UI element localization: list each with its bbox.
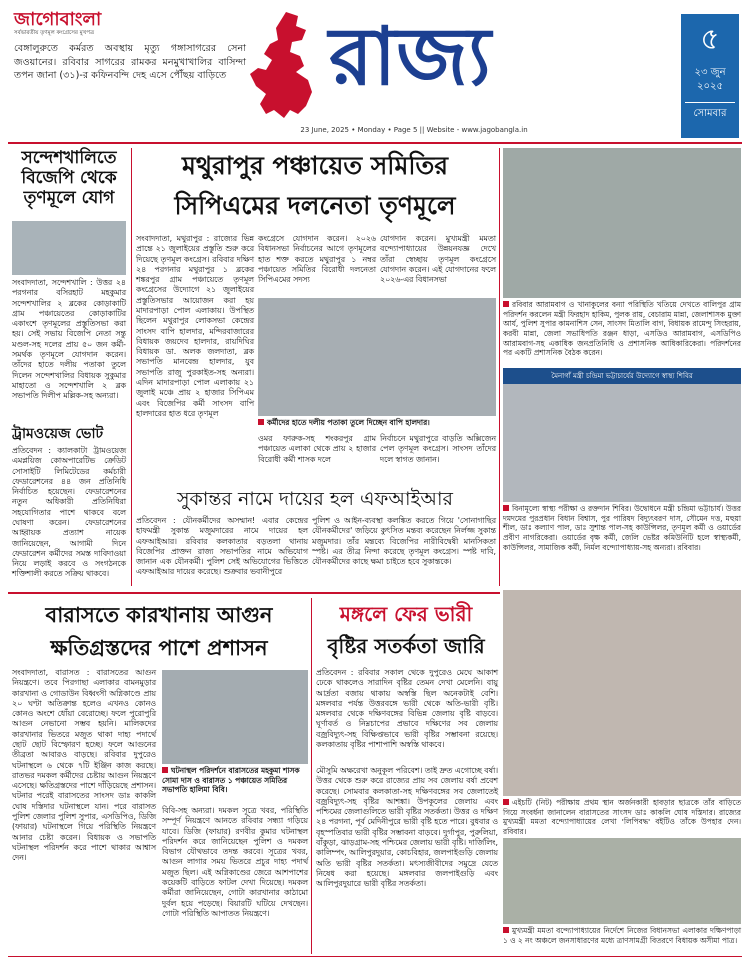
left-story-body: সংবাদদাতা, সন্দেশখালি : উত্তর ২৪ পরগনার বসিরহাট মহকুমার সন্দেশখালির ২ ব্লকের কোড়াকাটি গ্রাম পঞ্চায়েতের কোড়াকাটির একাংশে তৃণমূলের প্রস্তুতিসভা করা হয়। সেই সভায় বিজেপি নেতা সন্তু মণ্ডল-সহ দলের প্রায় ৫০ জন কর্মী-সমর্থক তৃণমূলে যোগদান করেন। তাঁদের হাতে দলীয় পতাকা তুলে দিলেন সন্দেশখালির বিধায়ক সুকুমার মাহাতো ও সন্দেশখালি ২ ব্লক সভাপতি দিলীপ মল্লিক-সহ অন্যরা। [12, 278, 126, 401]
photo-arambag-flood [503, 148, 741, 298]
barasat-headline-line1: বারাসতে কারখানায় আগুন [45, 602, 273, 627]
lead-headline [134, 146, 496, 230]
fir-col1: প্রতিবেদন : যৌনকর্মীদের অসম্মান! এবার কেন্দ্রের হাফমন্ত্রী সুকান্ত মজুমদারের নামে দায়ের হল এফআইআর। রবিবার কলকাতার বড়তলা থানায় বিজেপির প্রাক্তন রাজ্য সভাপতির নামে অভিযোগ জানান এক যৌনকর্মী। পুলিশ সেই অভিযোগের ভিত্তিতে এফআইআর দায়ের করেছে। শুক্রবার ভবানীপুরে [136, 516, 308, 577]
lead-headline-line2: সিপিএমের দলনেতা তৃণমূলে [174, 191, 456, 220]
right-caption-1: রবিবার আরামবাগ ও খানাকুলের বন্যা পরিস্থিতি খতিয়ে দেখতে বালিপুর গ্রাম পরিদর্শন করলেন মন্ত্রী ফিরহাদ হাকিম, পুলক রায়, বেচারাম মান্না, জেলাশাসক মুক্তা আর্য, পুলিশ সুপার কামনাশিস সেন, সাংসদ মিতালি বাগ, বিধায়ক রামেন্দু সিংহরায়, করবী মান্না, জেলা সভাধিপতি রঞ্জন ধাড়া, এসডিও আরামবাগ, এসডিপিও আরামবাগ-সহ একাধিক জনপ্রতিনিধি ও প্রশাসনিক আধিকারিকেরা। পরিদর্শনের পর একটি প্রশাসনিক বৈঠক করেন। [503, 300, 741, 358]
photo-barasat-fire [162, 670, 308, 764]
jagobangla-logo [14, 8, 224, 38]
mid-page-rule [8, 592, 500, 594]
lead-col2: কংগ্রেসে যোগদান করেন। ২০২৬ বিধানসভা নির্বাচনের আগে তৃণমূলের হাত শক্ত করতে মথুরাপুর ১ নম্বর পঞ্চায়েত সমিতির বিরোধী দলনেতা সিপিএমের সদস্য [258, 234, 376, 285]
rain-headline [314, 598, 498, 664]
photo-sandeshkhali [12, 221, 126, 275]
date-year: ২০২৫ [697, 81, 723, 92]
photo-relief-distribution [503, 838, 741, 924]
left-story-headline: সন্দেশখালিতে বিজেপি থেকে তৃণমূলে যোগ [21, 148, 117, 209]
page-bottom-rule [8, 956, 742, 957]
masthead-rule [8, 142, 742, 144]
left-column-rule [131, 148, 132, 586]
barasat-col2: বিবি-সহ অন্যরা। দমকল সূত্রে খবর, পরিস্থিতি সম্পূর্ণ নিয়ন্ত্রণে আনতে রবিবার সন্ধ্যা গড়িয়ে যাবে। ডিজি (ফায়ার) রণবীর কুমার ঘটনাস্থল পরিদর্শন করে জানিয়েছেন পুলিশ ও দমকল বিভাগ যৌথভাবে তদন্ত করবে। সূত্রের খবর, আগুন লাগার সময় ভিতরে প্রচুর দাহ্য পদার্থ মজুত ছিল। এই অগ্নিকাণ্ডের জেরে আশপাশের কয়েকটি বাড়িতে ফাটল দেখা দিয়েছে। দমকল কর্মীরা জানিয়েছেন, গোটা কারখানার কাঠামো দুর্বল হয়ে পড়েছে। বিয়ারটি ঘটিয়ে দেখছেন। গোটা পরিস্থিতি আপাতত নিয়ন্ত্রণে। [162, 806, 308, 918]
right-caption-2: বিনামূল্যে স্বাস্থ্য পরীক্ষা ও রক্তদান শিবির। উদ্বোধনে মন্ত্রী চন্দ্রিমা ভট্টাচার্য। উত্তর দমদমের পুরপ্রধান বিধান বিশ্বাস, পুর পারিষদ বিদ্যুৎবরণ দাস, সৌমেন দত্ত, মহুয়া শীল, ডাঃ কল্যাণ পাল, ডাঃ সুশান্ত পাল-সহ কাউন্সিলর, তৃণমূল কর্মী ও ওয়ার্ডের প্রবীণ নাগরিকেরা। ওয়ার্ডের বৃক্ষ কর্মী, জেলি ভেষ্টর কমিউনিটি হলে স্বাস্থ্যকর্মী, কাউন্সিলর, সামাজিক কর্মী, নির্মল বন্দ্যোপাধ্যায়-সহ অন্যরা। রবিবার। [503, 504, 741, 552]
lead-photo-caption: কর্মীদের হাতে দলীয় পতাকা তুলে দিচ্ছেন বাপি হালদার। [258, 418, 496, 430]
center-column-rule [499, 148, 500, 586]
right-caption-3: এইচটি (নিট) পরীক্ষায় প্রথম স্থান অর্জনকারী হাবড়ার ছাত্রকে তাঁর বাড়িতে গিয়ে সংবর্ধনা জানালেন বারাসতের সাংসদ ডাঃ কাকলি ঘোষ দস্তিদার। রাজ্যের মুখ্যমন্ত্রী মমতা বন্দ্যোপাধ্যায়ের লেখা 'লিপিবদ্ধ' বইটিও তাঁকে উপহার দেন। রবিবার। [503, 798, 741, 836]
fir-headline: সুকান্তর নামে দায়ের হল এফআইআর [177, 488, 453, 510]
barasat-rule [311, 598, 312, 954]
section-title: রাজ্য [329, 9, 491, 103]
logo-tagline: সর্বভারতীয় তৃণমূল কংগ্রেসের মুখপত্র [14, 29, 95, 36]
logo-text: জাগোবাংলা [14, 9, 102, 30]
page-number: ৫ [700, 22, 720, 57]
weekday: সোমবার [693, 108, 727, 119]
rain-headline-line1: মঙ্গলে ফের ভারী [339, 602, 473, 626]
barasat-headline-line2: ক্ষতিগ্রস্তদের পাশে প্রশাসন [50, 635, 268, 660]
barasat-col1: সংবাদদাতা, বারাসত : বারাসতের আগুন নিয়ন্ত্রণে। তবে পিরগাছা এলাকার বামনমুড়ার কারখানা ও গোডাউন বিধ্বংসী অগ্নিকাণ্ডে প্রায় ২০ ঘণ্টা অতিক্রান্ত হলেও এখনও কোনও কোনও অংশে ধোঁয়া বেরোচ্ছে। ফলে পুরোপুরি আগুন নেভানো সম্ভব হয়নি। মালিকদের কারখানার ভিতরে মজুত থাকা দাহ্য পদার্থে ছোট ছোট বিস্ফোরণ হচ্ছে। ফলে আগুনের তীব্রতা আবারও বাড়ছে। রবিবার দুপুরেও ঘটনাস্থলে ৬ থেকে ৭টি ইঞ্জিন কাজ করছে। রাতভর দমকল কর্মীদের চেষ্টায় আগুন নিয়ন্ত্রণে এসেছে। ক্ষতিগ্রস্তদের পাশে দাঁড়িয়েছে প্রশাসন। ঘটনার পরেই বারাসতের সাংসদ ডাঃ কাকলি ঘোষ দস্তিদার ঘটনাস্থলে যান। পরে বারাসত পুলিশ জেলার পুলিশ সুপার, এসডিপিও, ডিজি (ফায়ার) ঘটনাস্থলে গিয়ে পরিস্থিতি নিয়ন্ত্রণে আনার চেষ্টা করেন। বিধায়ক ও সভাপতি ঘটনাস্থল পরিদর্শন করে পাশে থাকার আশ্বাস দেন। [12, 668, 156, 863]
lead-col1: সংবাদদাতা, মথুরাপুর : রাজ্যের ভিন্ন প্রান্তে ২১ জুলাইয়ের প্রস্তুতি শুরু করে দিয়েছে তৃণমূল কংগ্রেস। রবিবার দক্ষিণ ২৪ পরগনার মথুরাপুর ১ ব্লকের শঙ্করপুর গ্রাম পঞ্চায়েতে তৃণমূল কংগ্রেসের উদ্যোগে ২১ জুলাইয়ের প্রস্তুতিসভার আয়োজন করা হয় মাদারপাড়া পোল এলাকায়। উপস্থিত ছিলেন মথুরাপুর লোকসভা কেন্দ্রের সাংসদ বাপি হালদার, মন্দিরবাজারের বিধায়ক জয়দেব হালদার, রায়দিঘির বিধায়ক ডা. অলক জলদাতা, ব্লক সভাপতি মানবেন্দ্র হালদার, যুব সভাপতি রাজু পুরকাইত-সহ অন্যরা। এদিন মাদারপাড়া পোল এলাকায় ২১ জুলাই মঞ্চে প্রায় ২ হাজার সিপিএম এবং বিজেপির কর্মী সাংসদ বাপি হালদারের হাত ধরে তৃণমূল [136, 234, 254, 418]
rain-headline-line2: বৃষ্টির সতর্কতা জারি [327, 634, 485, 658]
photo-health-camp [503, 368, 741, 502]
fir-col2: পুলিশ ও আইন-ব্যবস্থা কলঙ্কিত করতে গিয়ে 'সোনাগাছির যৌনকর্মীদের' জড়িয়ে কুৎসিত মন্তব্য করেছেন নির্লজ্জ সুকান্ত মজুমদার। তাঁর মন্তব্যে বিজেপির নারীবিদ্বেষী মানসিকতা স্পষ্ট। এর তীব্র নিন্দা করেছে তৃণমূল কংগ্রেস। স্পষ্ট দাবি, যৌনকর্মীদের কাছে ক্ষমা চাইতে হবে সুকান্তকে। [312, 516, 496, 567]
rain-body-1: প্রতিবেদন : রবিবার সকাল থেকে দুপুরেও মেঘে আকাশ ঢেকে থাকলেও সারাদিন বৃষ্টির তেমন দেখা মেলেনি। বায়ু আর্দ্রতা বজায় থাকায় অস্বস্তি ছিল অনেকটাই বেশি। মঙ্গলবার পর্যন্ত উত্তরবঙ্গে ভারী থেকে অতি-ভারী বৃষ্টি। মঙ্গলবার থেকে দক্ষিণবঙ্গের বিভিন্ন জেলায় বৃষ্টি বাড়বে। ঘূর্ণাবর্ত ও নিম্নচাপের প্রভাবে দক্ষিণের সব জেলায় বজ্রবিদ্যুৎ-সহ বিক্ষিপ্তভাবে ভারী বৃষ্টির সম্ভাবনা রয়েছে। কলকাতায় বৃষ্টির পাশাপাশি অস্বস্তি থাকবে। [316, 668, 498, 749]
dateline: 23 June, 2025 • Monday • Page 5 || Website - www.jagobangla.in [300, 126, 528, 134]
lead-col3: যোগদান করেন। মুখ্যমন্ত্রী মমতা বন্দ্যোপাধ্যায়ের উন্নয়নযজ্ঞ দেখে তাঁরা স্বেচ্ছায় তৃণমূল কংগ্রেসে যোগদান করেন। এই যোগদানের ফলে ২০২৬-এর বিধানসভা [380, 234, 496, 285]
masthead [0, 0, 750, 142]
left-story-tramways [12, 424, 126, 579]
tramways-body: প্রতিবেদন : ক্যালকাটা ট্রামওয়েজ এমপ্লয়িজ কোঅপারেটিভ ক্রেডিট সোসাইটি লিমিটেডের কর্মচারী ফেডারেশনের ৪৪ জন প্রতিনিধি নির্বাচিত হয়েছেন। ফেডারেশনের নতুন অধিকারী প্রতিনিধিরা সহযোগিতার পাশে থাকবে বলে ঘোষণা করেন। ফেডারেশনের আহ্বায়ক প্রত্যাশ নায়েক জানিয়েছেন, আগামী দিনে ফেডারেশন কর্মীদের সমস্ত দাবিদাওয়া নিয়ে লড়াই করবে ও সংগঠনকে শক্তিশালী করতে সক্রিয় থাকবে। [12, 446, 126, 579]
date-box [681, 14, 739, 138]
right-caption-4: মুখ্যমন্ত্রী মমতা বন্দ্যোপাধ্যায়ের নির্দেশে নিজের বিধানসভা এলাকার দক্ষিণপাড়া ১ ও ২ নং অঞ্চলে জনসাধারণের মধ্যে ত্রাণসামগ্রী বিতরণে বিধায়ক অসীমা পাত্র। [503, 926, 741, 945]
lead-headline-line1: মথুরাপুর পঞ্চায়েত সমিতির [181, 151, 448, 180]
barasat-photo-caption: ঘটনাস্থল পরিদর্শনে বারাসতের মহকুমা শাসক সোমা দাস ও বারাসত ১ পঞ্চায়েত সমিতির সভাপতি হালিমা বিবি। [162, 766, 300, 795]
date-day: ২৩ জুন [694, 67, 726, 78]
health-camp-banner: মৈনাগাঁ মন্ত্রী চন্দ্রিমা ভট্টাচার্যের উদ্যোগে স্বাস্থ্য শিবির [503, 368, 741, 384]
barasat-headline [10, 598, 308, 664]
photo-neet-felicitation [503, 590, 741, 796]
lead-cont-a: ওমর ফারুক-সহ শংকরপুর গ্রাম পঞ্চায়েত এলাকা থেকে প্রায় ২ হাজার বিরোধী কর্মী শাসক দলে [258, 434, 376, 464]
rain-body-2: মৌসুমি অক্ষরেখা অনুকূল পরিবেশ। তাই দ্রুত এগোচ্ছে বর্ষা। উত্তর থেকে শুরু করে রাজ্যের প্রায় সব জেলায় বর্ষা প্রবেশ করেছে। সোমবার কলকাতা-সহ দক্ষিণবঙ্গের সব জেলাতেই বজ্রবিদ্যুৎ-সহ বৃষ্টির আশঙ্কা। উপকূলের জেলায় এবং পশ্চিমের জেলাগুলিতে ভারী বৃষ্টির সতর্কতা। উত্তর ও দক্ষিণ ২৪ পরগনা, পূর্ব মেদিনীপুরে ভারী বৃষ্টি হতে পারে। বুধবার ও বৃহস্পতিবার ভারী বৃষ্টির সম্ভাবনা বাড়বে। দুর্গাপুর, পুরুলিয়া, বাঁকুড়া, ঝাড়গ্রাম-সহ পশ্চিমের জেলায় ভারী বৃষ্টি। দার্জিলিং, কালিম্পং, আলিপুরদুয়ার, কোচবিহার, জলপাইগুড়ি জেলায় অতি ভারী বৃষ্টির সতর্কতা। মৎস্যজীবীদের সমুদ্রে যেতে নিষেধ করা হয়েছে। মঙ্গলবার জলপাইগুড়ি এবং আলিপুরদুয়ারে ভারী বৃষ্টির সতর্কতা। [316, 766, 498, 889]
teaser-text: বেঙ্গালুরুতে কর্মরত অবস্থায় মৃত্যু গঙ্গাসাগরের সেনা জওয়ানের। রবিবার সাগরের রামকর মনমুখাখালির বাসিন্দা তপন জানা (৩১)-র কফিনবন্দি দেহ এসে পৌঁছয় বাড়িতে [14, 43, 246, 82]
tramways-headline: ট্রামওয়েজ ভোট [12, 426, 104, 442]
photo-mathurapur [258, 298, 496, 416]
lead-cont-b: নির্বাচনে মথুরাপুরে বাড়তি অক্সিজেন পেল তৃণমূল কংগ্রেস। সাংসদ তাঁদের দলে স্বাগত জানান। [380, 434, 496, 464]
